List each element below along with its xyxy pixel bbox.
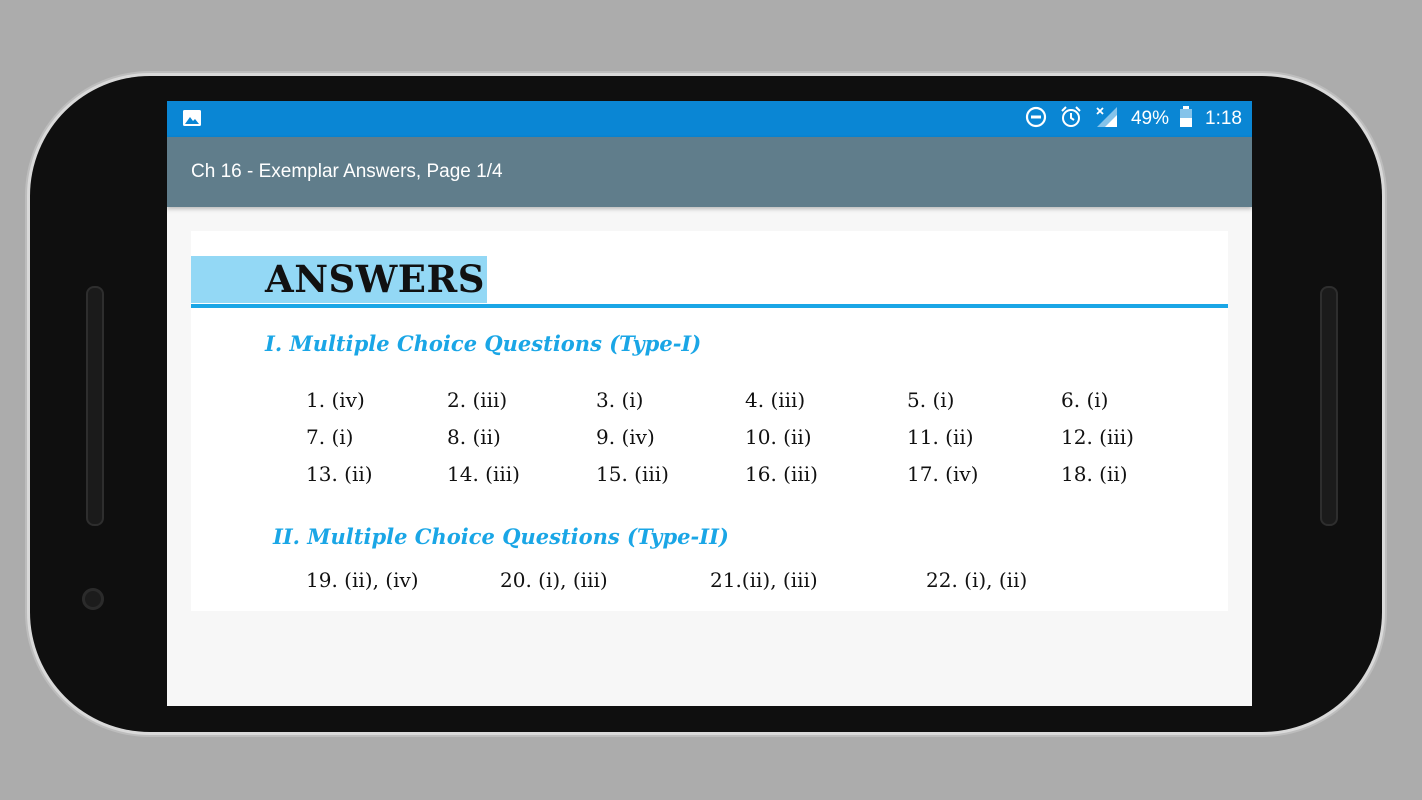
answer-item: 15. (iii)	[596, 462, 669, 486]
status-bar	[167, 101, 1252, 137]
answer-item: 5. (i)	[907, 388, 955, 412]
answer-item: 10. (ii)	[745, 425, 812, 449]
do-not-disturb-icon	[1025, 106, 1047, 133]
section-title-type-1: I. Multiple Choice Questions (Type-I)	[265, 331, 702, 356]
answer-item: 20. (i), (iii)	[500, 568, 608, 592]
answer-item: 7. (i)	[306, 425, 354, 449]
image-icon	[182, 109, 204, 129]
clock: 1:18	[1205, 108, 1242, 129]
answer-item: 2. (iii)	[447, 388, 508, 412]
answer-item: 11. (ii)	[907, 425, 974, 449]
answer-item: 4. (iii)	[745, 388, 806, 412]
signal-icon	[1095, 106, 1119, 133]
battery-percent: 49%	[1130, 108, 1170, 129]
document-page[interactable]	[191, 231, 1228, 611]
answer-item: 13. (ii)	[306, 462, 373, 486]
answer-item: 3. (i)	[596, 388, 644, 412]
answer-item: 14. (iii)	[447, 462, 520, 486]
heading-rule	[191, 304, 1228, 308]
answer-item: 18. (ii)	[1061, 462, 1128, 486]
answer-item: 17. (iv)	[907, 462, 979, 486]
speaker-grille-right	[1320, 286, 1338, 526]
front-camera	[82, 588, 104, 610]
answer-item: 6. (i)	[1061, 388, 1109, 412]
alarm-icon	[1059, 105, 1083, 134]
answer-item: 22. (i), (ii)	[926, 568, 1028, 592]
answer-item: 1. (iv)	[306, 388, 365, 412]
screen	[167, 101, 1252, 706]
answer-item: 19. (ii), (iv)	[306, 568, 419, 592]
answer-item: 12. (iii)	[1061, 425, 1134, 449]
page-heading: ANSWERS	[265, 257, 485, 301]
answer-item: 16. (iii)	[745, 462, 818, 486]
answer-item: 9. (iv)	[596, 425, 655, 449]
speaker-grille-left	[86, 286, 104, 526]
battery-icon	[1179, 106, 1193, 133]
answer-item: 8. (ii)	[447, 425, 501, 449]
answer-item: 21.(ii), (iii)	[710, 568, 818, 592]
app-title: Ch 16 - Exemplar Answers, Page 1/4	[191, 161, 503, 182]
section-title-type-2: II. Multiple Choice Questions (Type-II)	[273, 524, 729, 549]
app-bar	[167, 137, 1252, 207]
